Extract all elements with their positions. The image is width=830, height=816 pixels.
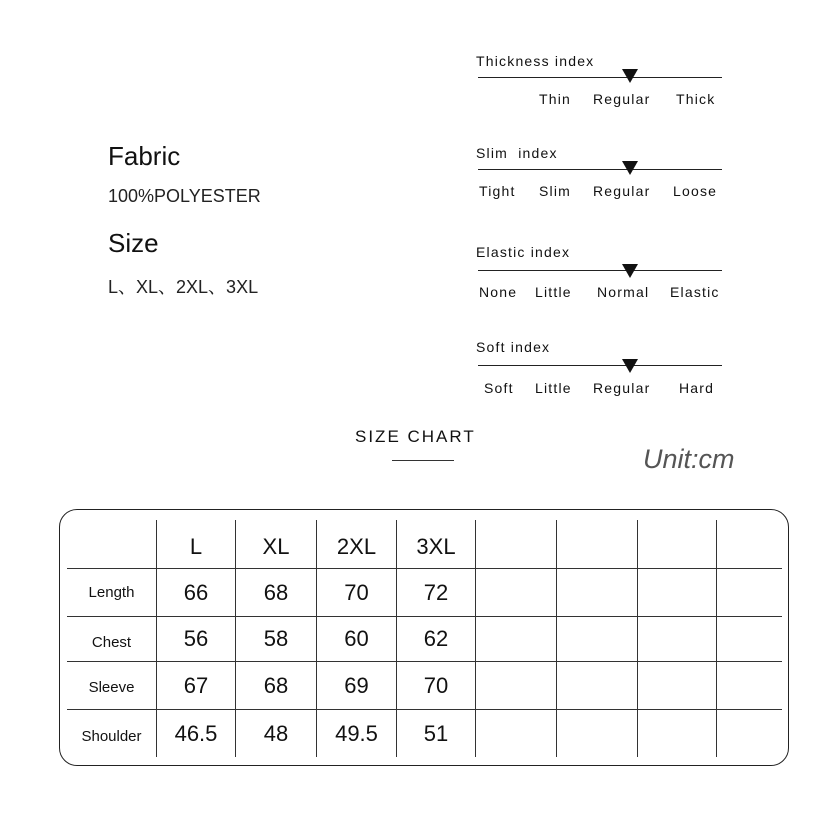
- soft-index: [476, 339, 736, 399]
- size-chart-title: SIZE CHART: [355, 427, 476, 446]
- table-cell: 58: [263, 626, 289, 651]
- soft-label-hard: Hard: [679, 380, 715, 396]
- soft-label-little: Little: [535, 380, 572, 396]
- table-cell: 49.5: [335, 720, 378, 746]
- table-cell: 72: [423, 579, 449, 605]
- table-cell: 56: [183, 626, 209, 651]
- table-divider: [475, 520, 476, 757]
- elastic-label-normal: Normal: [597, 284, 650, 300]
- elastic-label-little: Little: [535, 284, 572, 300]
- table-cell: 69: [344, 672, 369, 698]
- elastic-label-none: None: [479, 284, 518, 300]
- soft-label-soft: Soft: [484, 380, 514, 396]
- slim-label-regular: Regular: [593, 183, 651, 199]
- thickness-index: [476, 53, 736, 113]
- slim-indicator-arrow-icon: [622, 161, 638, 175]
- elastic-index-scale: [478, 270, 722, 271]
- unit-label: Unit:cm: [643, 444, 735, 474]
- elastic-index: [476, 244, 736, 304]
- elastic-index-title: Elastic index: [476, 244, 571, 260]
- column-header-xl: XL: [262, 534, 290, 559]
- table-cell: 70: [344, 579, 369, 605]
- table-cell: 66: [183, 579, 209, 605]
- soft-indicator-arrow-icon: [622, 359, 638, 373]
- row-label-length: Length: [88, 584, 135, 601]
- table-divider: [556, 520, 557, 757]
- slim-label-loose: Loose: [673, 183, 718, 199]
- table-cell: 48: [263, 720, 289, 746]
- elastic-label-elastic: Elastic: [670, 284, 720, 300]
- table-cell: 60: [344, 626, 369, 651]
- thickness-label-thick: Thick: [676, 91, 716, 107]
- thickness-index-title: Thickness index: [476, 53, 595, 69]
- table-cell: 68: [263, 579, 289, 605]
- slim-index-title: Slim index: [476, 145, 558, 161]
- size-value: L、XL、2XL、3XL: [108, 277, 259, 297]
- fabric-heading: Fabric: [108, 141, 181, 171]
- elastic-indicator-arrow-icon: [622, 264, 638, 278]
- thickness-label-thin: Thin: [539, 91, 572, 107]
- soft-label-regular: Regular: [593, 380, 651, 396]
- table-divider: [637, 520, 638, 757]
- table-cell: 67: [183, 672, 209, 698]
- size-chart-underline: [392, 460, 454, 461]
- fabric-value: 100%POLYESTER: [108, 186, 261, 206]
- row-label-chest: Chest: [91, 634, 132, 651]
- table-divider: [716, 520, 717, 757]
- row-label-sleeve: Sleeve: [88, 679, 135, 696]
- thickness-indicator-arrow-icon: [622, 69, 638, 83]
- thickness-label-regular: Regular: [593, 91, 651, 107]
- soft-index-scale: [478, 365, 722, 366]
- table-cell: 62: [423, 626, 449, 651]
- slim-label-slim: Slim: [539, 183, 572, 199]
- column-header-3xl: 3XL: [416, 534, 456, 559]
- table-cell: 46.5: [174, 720, 218, 746]
- thickness-index-scale: [478, 77, 722, 78]
- table-cell: 70: [423, 672, 449, 698]
- soft-index-title: Soft index: [476, 339, 551, 355]
- size-heading: Size: [108, 228, 159, 258]
- table-cell: 51: [423, 720, 449, 746]
- table-cell: 68: [263, 672, 289, 698]
- row-label-shoulder: Shoulder: [81, 727, 142, 745]
- slim-label-tight: Tight: [479, 183, 516, 199]
- column-header-2xl: 2XL: [336, 534, 377, 559]
- slim-index-scale: [478, 169, 722, 170]
- slim-index: [476, 145, 736, 205]
- column-header-l: L: [189, 534, 203, 559]
